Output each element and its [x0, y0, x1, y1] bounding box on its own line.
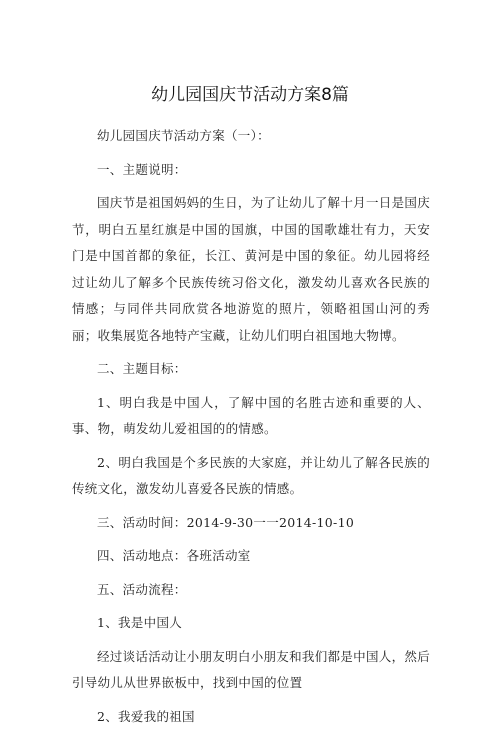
section-heading-activity-location: 四、活动地点：各班活动室: [72, 543, 430, 570]
paragraph-goal-one: 1、明白我是中国人，了解中国的名胜古迹和重要的人、事、物，萌发幼儿爱祖国的的情感。: [72, 390, 430, 443]
document-title: 幼儿园国庆节活动方案8篇: [0, 80, 500, 105]
section-heading-plan-one: 幼儿园国庆节活动方案（一）：: [72, 123, 430, 150]
section-heading-theme-description: 一、主题说明：: [72, 157, 430, 184]
subheading-i-am-chinese: 1、我是中国人: [72, 610, 430, 637]
paragraph-theme-description: 国庆节是祖国妈妈的生日，为了让幼儿了解十月一日是国庆节，明白五星红旗是中国的国旗，中国的国歌雄壮有力，天安门是中国首都的象征，长江、黄河是中国的象征。幼儿园将经过让幼儿了解多个民族传统习俗文化，激发幼儿喜欢各民族的情感；与同伴共同欣赏各地游览的照片，领略祖国山河的秀丽；收集展览各地特产宝藏，让幼儿们明白祖国地大物博。: [72, 190, 430, 349]
section-heading-activity-process: 五、活动流程：: [72, 577, 430, 604]
paragraph-i-am-chinese: 经过谈话活动让小朋友明白小朋友和我们都是中国人，然后引导幼儿从世界嵌板中，找到中国的位置: [72, 644, 430, 697]
section-heading-activity-time: 三、活动时间：2014-9-30一一2014-10-10: [72, 510, 430, 537]
subheading-i-love-my-motherland: 2、我爱我的祖国: [72, 704, 430, 730]
document-body: [72, 123, 430, 730]
paragraph-goal-two: 2、明白我国是个多民族的大家庭，并让幼儿了解各民族的传统文化，激发幼儿喜爱各民族的情感。: [72, 450, 430, 503]
section-heading-theme-goals: 二、主题目标：: [72, 356, 430, 383]
